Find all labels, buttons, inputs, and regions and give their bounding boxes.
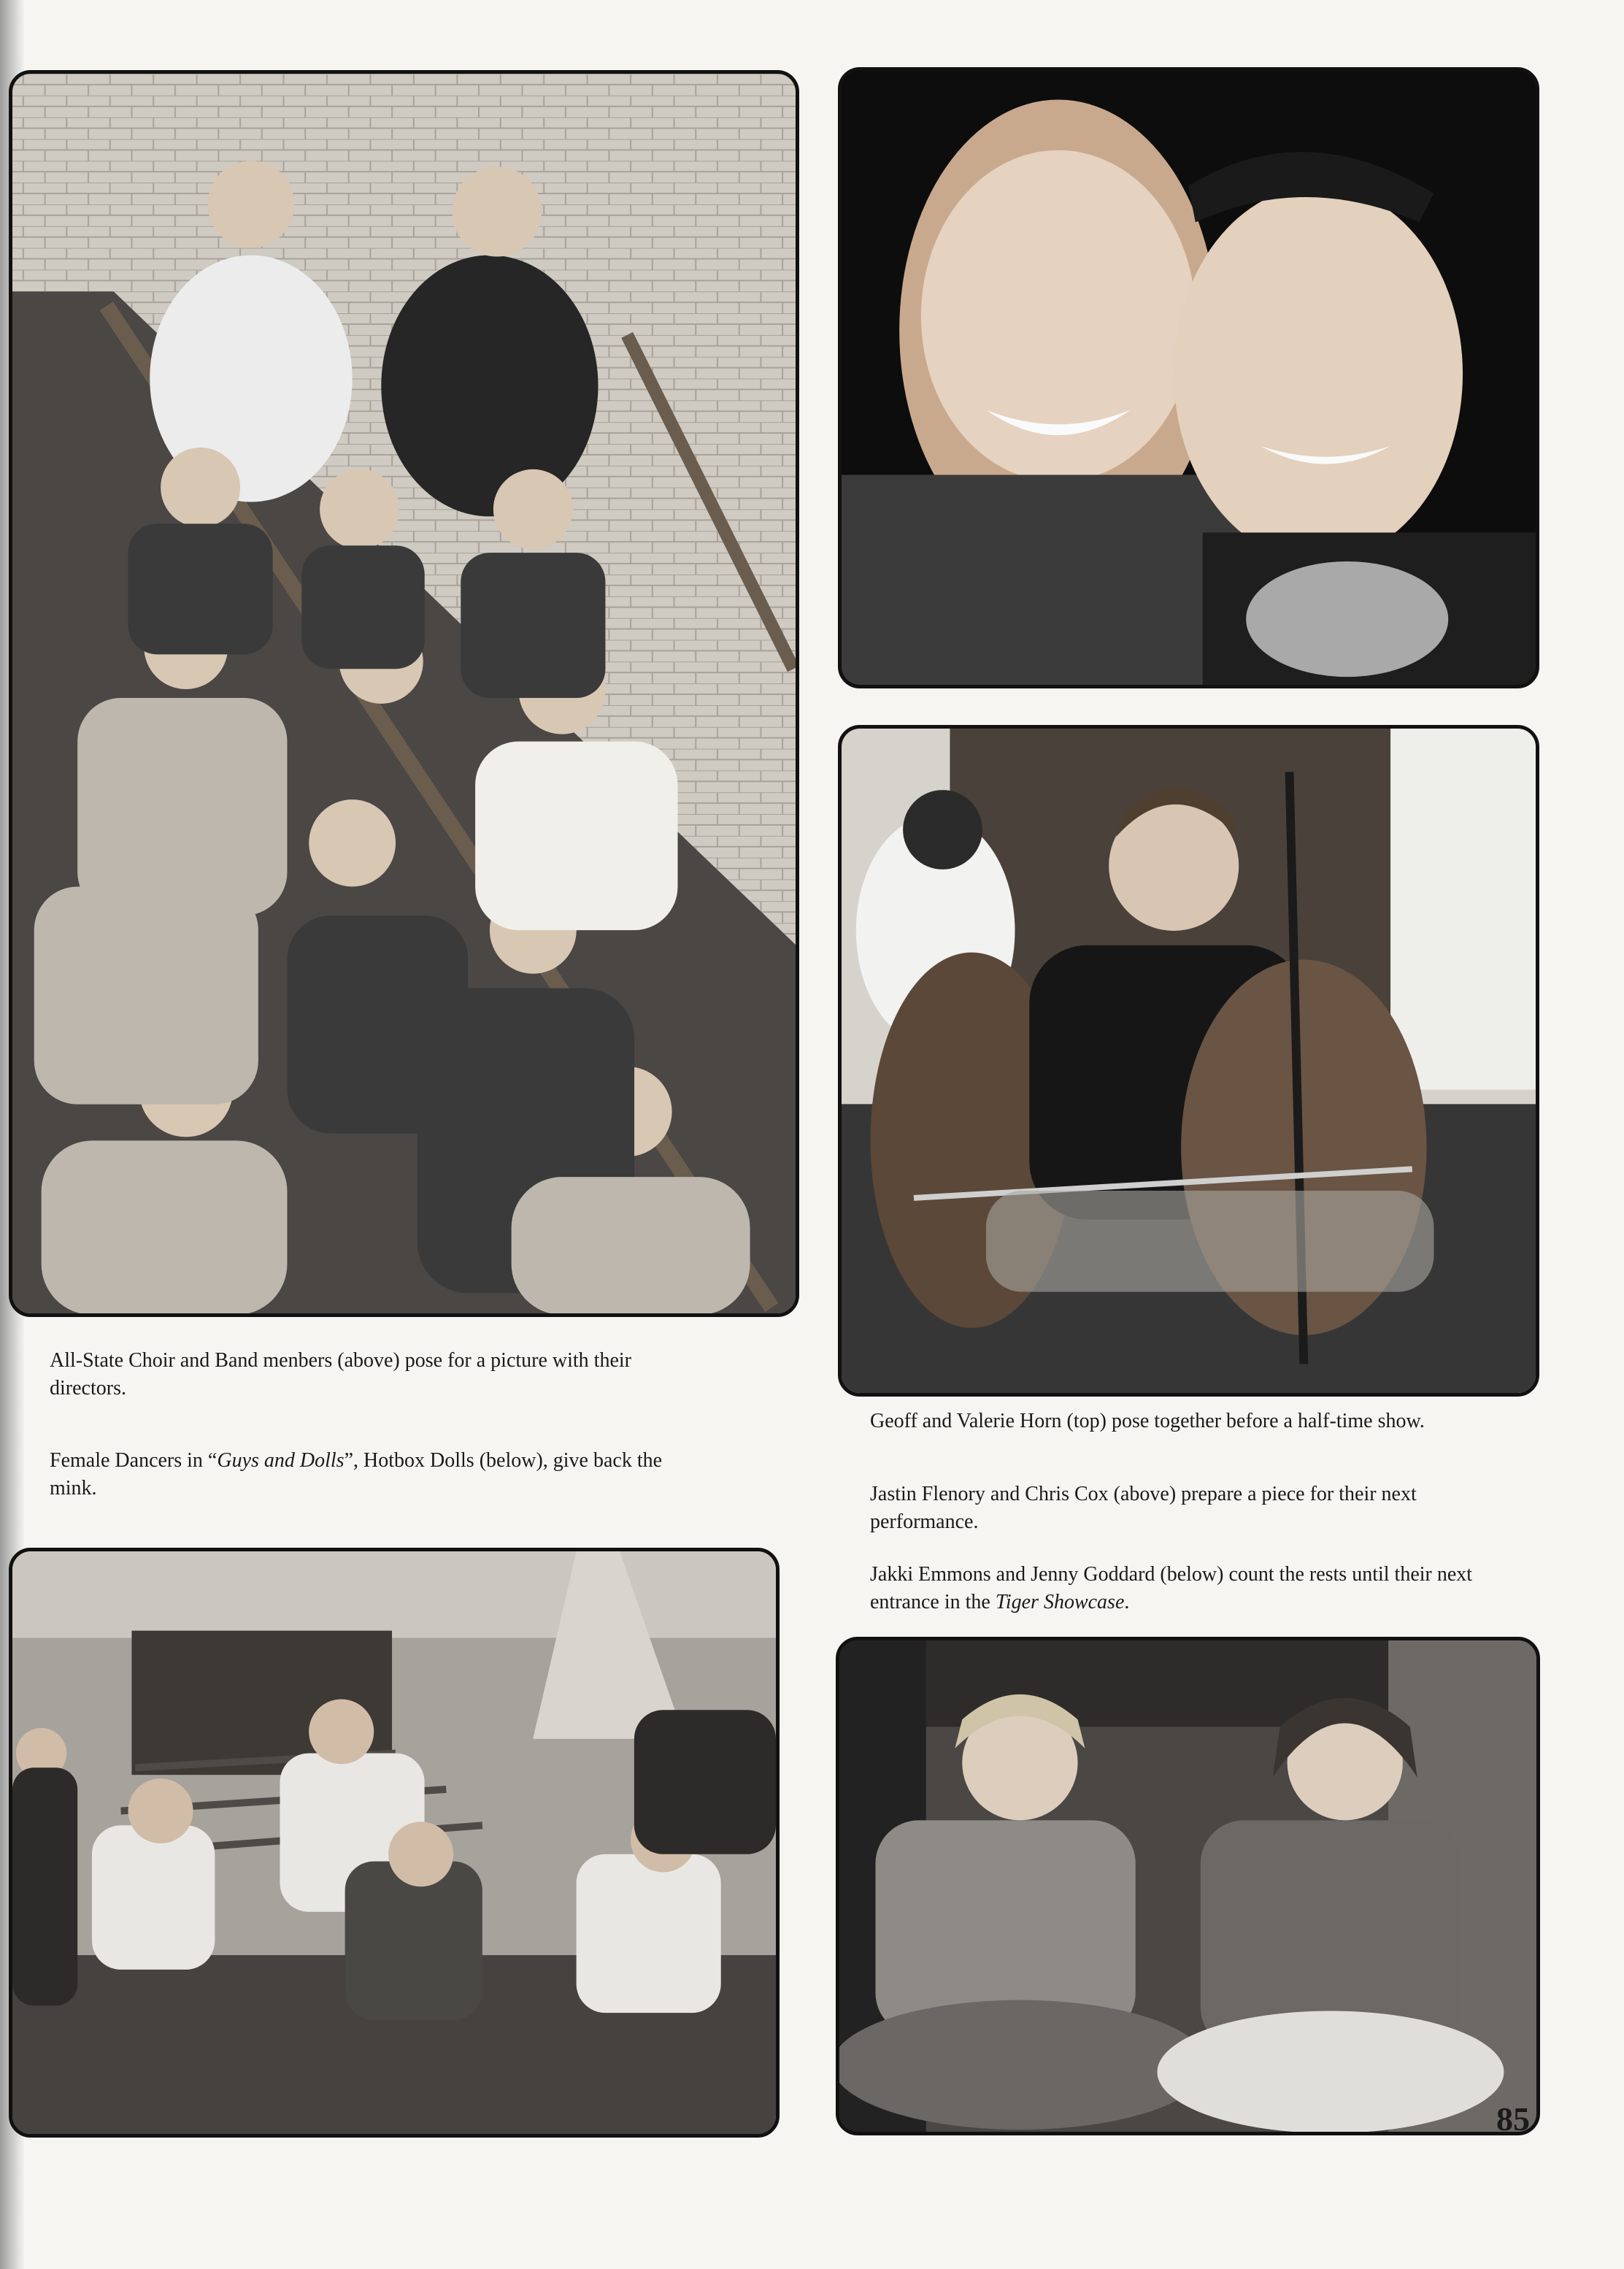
caption-hotbox-dolls-suffix: ”, Hotbox Dolls (below), give back the mink. [50, 1449, 663, 1500]
caption-tiger-showcase: Tiger Showcase [995, 1591, 1125, 1613]
caption-show-title: Guys and Dolls [217, 1449, 345, 1472]
caption-flenory-cox: Jastin Flenory and Chris Cox (above) prepare a piece for their next performance. [870, 1483, 1417, 1533]
photo-hotbox-dolls-dancers [9, 1548, 780, 2138]
caption-emmons-suffix: . [1124, 1591, 1130, 1613]
photo-horn-couple [838, 67, 1539, 688]
photo-emmons-goddard [836, 1637, 1540, 2135]
caption-choir-band: All-State Choir and Band menbers (above) pose for a picture with their directors. [50, 1349, 631, 1400]
caption-hotbox-dolls-prefix: Female Dancers in “ [50, 1449, 218, 1472]
caption-emmons-goddard [870, 1561, 1498, 1616]
caption-emmons-prefix: Jakki Emmons and Jenny Goddard (below) count the rests until their next entrance in the [870, 1563, 1473, 1613]
caption-horn: Geoff and Valerie Horn (top) pose together before a half-time show. [870, 1410, 1425, 1432]
photo-flenory-cox-cello [838, 725, 1539, 1397]
page-number: 85 [1496, 2100, 1530, 2138]
caption-hotbox-dolls [50, 1447, 663, 1502]
photo-choir-band-group [9, 70, 799, 1317]
